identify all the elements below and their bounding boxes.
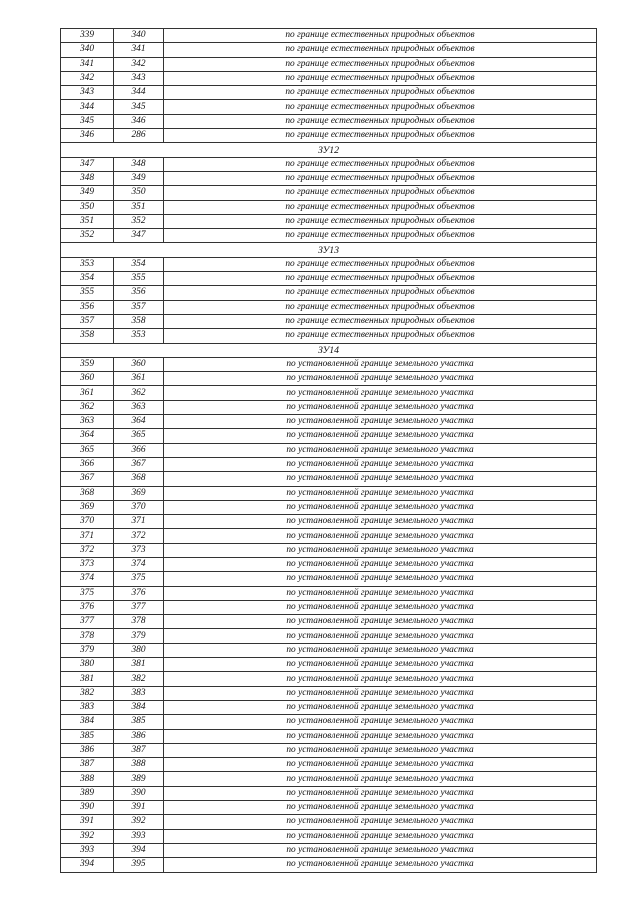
point-from-cell: 351	[61, 214, 114, 228]
point-to-cell: 372	[114, 529, 164, 543]
table-row	[61, 300, 597, 314]
table-row	[61, 386, 597, 400]
point-from-cell: 368	[61, 486, 114, 500]
boundary-description-cell: по установленной границе земельного участка	[164, 500, 597, 514]
boundary-description-cell: по установленной границе земельного участка	[164, 715, 597, 729]
point-from-cell: 376	[61, 600, 114, 614]
boundary-description-cell: по установленной границе земельного участка	[164, 557, 597, 571]
point-from-cell: 375	[61, 586, 114, 600]
point-from-cell: 347	[61, 157, 114, 171]
point-to-cell: 379	[114, 629, 164, 643]
boundary-description-cell: по установленной границе земельного участка	[164, 586, 597, 600]
point-from-cell: 390	[61, 801, 114, 815]
section-title: ЗУ13	[61, 243, 597, 257]
table-row	[61, 643, 597, 657]
point-from-cell: 342	[61, 71, 114, 85]
table-row	[61, 486, 597, 500]
point-to-cell: 349	[114, 171, 164, 185]
point-from-cell: 388	[61, 772, 114, 786]
table-row	[61, 658, 597, 672]
table-row	[61, 157, 597, 171]
boundary-description-cell: по установленной границе земельного участка	[164, 843, 597, 857]
table-row	[61, 171, 597, 185]
boundary-description-cell: по установленной границе земельного участка	[164, 357, 597, 371]
point-to-cell: 392	[114, 815, 164, 829]
table-row	[61, 100, 597, 114]
point-from-cell: 372	[61, 543, 114, 557]
point-from-cell: 366	[61, 457, 114, 471]
point-to-cell: 370	[114, 500, 164, 514]
point-from-cell: 348	[61, 171, 114, 185]
table-row	[61, 700, 597, 714]
point-to-cell: 350	[114, 186, 164, 200]
table-row	[61, 229, 597, 243]
table-row	[61, 629, 597, 643]
table-row	[61, 43, 597, 57]
boundary-description-cell: по установленной границе земельного участка	[164, 743, 597, 757]
table-row	[61, 557, 597, 571]
point-to-cell: 388	[114, 758, 164, 772]
table-row	[61, 715, 597, 729]
table-row	[61, 114, 597, 128]
point-from-cell: 360	[61, 372, 114, 386]
point-from-cell: 383	[61, 700, 114, 714]
point-from-cell: 340	[61, 43, 114, 57]
table-row	[61, 672, 597, 686]
point-to-cell: 353	[114, 329, 164, 343]
point-to-cell: 364	[114, 415, 164, 429]
point-from-cell: 355	[61, 286, 114, 300]
boundary-description-cell: по границе естественных природных объектов	[164, 100, 597, 114]
point-to-cell: 395	[114, 858, 164, 872]
point-to-cell: 351	[114, 200, 164, 214]
point-to-cell: 375	[114, 572, 164, 586]
boundary-description-cell: по установленной границе земельного участка	[164, 729, 597, 743]
boundary-description-cell: по границе естественных природных объектов	[164, 214, 597, 228]
point-to-cell: 393	[114, 829, 164, 843]
point-to-cell: 373	[114, 543, 164, 557]
point-to-cell: 367	[114, 457, 164, 471]
boundary-description-cell: по границе естественных природных объектов	[164, 157, 597, 171]
point-to-cell: 394	[114, 843, 164, 857]
section-title: ЗУ14	[61, 343, 597, 357]
boundary-description-cell: по установленной границе земельного участка	[164, 400, 597, 414]
point-to-cell: 385	[114, 715, 164, 729]
point-to-cell: 355	[114, 272, 164, 286]
boundary-description-cell: по установленной границе земельного участка	[164, 615, 597, 629]
point-from-cell: 394	[61, 858, 114, 872]
point-to-cell: 343	[114, 71, 164, 85]
point-from-cell: 349	[61, 186, 114, 200]
boundary-description-cell: по установленной границе земельного участка	[164, 386, 597, 400]
point-from-cell: 382	[61, 686, 114, 700]
boundary-description-cell: по установленной границе земельного участка	[164, 686, 597, 700]
point-from-cell: 369	[61, 500, 114, 514]
point-from-cell: 385	[61, 729, 114, 743]
point-to-cell: 361	[114, 372, 164, 386]
boundary-description-cell: по границе естественных природных объектов	[164, 329, 597, 343]
boundary-description-cell: по установленной границе земельного участка	[164, 572, 597, 586]
table-row	[61, 786, 597, 800]
point-from-cell: 370	[61, 515, 114, 529]
table-row	[61, 843, 597, 857]
point-from-cell: 359	[61, 357, 114, 371]
point-to-cell: 387	[114, 743, 164, 757]
point-to-cell: 286	[114, 129, 164, 143]
boundary-description-cell: по границе естественных природных объектов	[164, 71, 597, 85]
point-to-cell: 341	[114, 43, 164, 57]
table-row	[61, 314, 597, 328]
boundary-description-cell: по границе естественных природных объектов	[164, 272, 597, 286]
table-row	[61, 729, 597, 743]
point-from-cell: 371	[61, 529, 114, 543]
point-from-cell: 357	[61, 314, 114, 328]
point-from-cell: 341	[61, 57, 114, 71]
table-row	[61, 186, 597, 200]
point-to-cell: 386	[114, 729, 164, 743]
point-to-cell: 344	[114, 86, 164, 100]
point-from-cell: 364	[61, 429, 114, 443]
boundary-description-cell: по установленной границе земельного участка	[164, 815, 597, 829]
boundary-description-cell: по границе естественных природных объектов	[164, 314, 597, 328]
point-from-cell: 350	[61, 200, 114, 214]
point-from-cell: 389	[61, 786, 114, 800]
boundary-description-cell: по границе естественных природных объектов	[164, 186, 597, 200]
boundary-description-cell: по установленной границе земельного участка	[164, 529, 597, 543]
point-to-cell: 363	[114, 400, 164, 414]
point-from-cell: 380	[61, 658, 114, 672]
point-to-cell: 360	[114, 357, 164, 371]
boundary-table-body	[61, 29, 597, 873]
boundary-description-cell: по установленной границе земельного участка	[164, 829, 597, 843]
table-row	[61, 86, 597, 100]
point-from-cell: 362	[61, 400, 114, 414]
point-to-cell: 340	[114, 29, 164, 43]
point-to-cell: 362	[114, 386, 164, 400]
table-row	[61, 472, 597, 486]
boundary-description-cell: по границе естественных природных объектов	[164, 57, 597, 71]
table-row	[61, 443, 597, 457]
table-row	[61, 71, 597, 85]
table-row	[61, 772, 597, 786]
point-from-cell: 384	[61, 715, 114, 729]
point-to-cell: 358	[114, 314, 164, 328]
point-to-cell: 369	[114, 486, 164, 500]
point-to-cell: 389	[114, 772, 164, 786]
point-from-cell: 381	[61, 672, 114, 686]
table-row	[61, 858, 597, 872]
point-from-cell: 373	[61, 557, 114, 571]
boundary-description-cell: по установленной границе земельного участка	[164, 786, 597, 800]
point-to-cell: 391	[114, 801, 164, 815]
point-from-cell: 343	[61, 86, 114, 100]
table-row	[61, 686, 597, 700]
table-row	[61, 372, 597, 386]
point-to-cell: 380	[114, 643, 164, 657]
table-row	[61, 329, 597, 343]
point-from-cell: 354	[61, 272, 114, 286]
boundary-description-cell: по границе естественных природных объектов	[164, 286, 597, 300]
point-from-cell: 352	[61, 229, 114, 243]
document-page	[60, 28, 596, 873]
table-row	[61, 572, 597, 586]
boundary-description-cell: по установленной границе земельного участка	[164, 672, 597, 686]
point-to-cell: 374	[114, 557, 164, 571]
boundary-description-cell: по установленной границе земельного участка	[164, 658, 597, 672]
point-to-cell: 383	[114, 686, 164, 700]
point-to-cell: 346	[114, 114, 164, 128]
boundary-description-cell: по границе естественных природных объектов	[164, 229, 597, 243]
point-to-cell: 378	[114, 615, 164, 629]
table-row	[61, 400, 597, 414]
boundary-description-cell: по установленной границе земельного участка	[164, 643, 597, 657]
table-row	[61, 743, 597, 757]
point-from-cell: 363	[61, 415, 114, 429]
section-header-row	[61, 243, 597, 257]
point-to-cell: 368	[114, 472, 164, 486]
boundary-description-cell: по установленной границе земельного участка	[164, 801, 597, 815]
point-from-cell: 344	[61, 100, 114, 114]
table-row	[61, 286, 597, 300]
boundary-description-cell: по границе естественных природных объектов	[164, 29, 597, 43]
point-from-cell: 339	[61, 29, 114, 43]
boundary-description-cell: по установленной границе земельного участка	[164, 372, 597, 386]
point-from-cell: 392	[61, 829, 114, 843]
boundary-description-cell: по установленной границе земельного участка	[164, 600, 597, 614]
boundary-description-cell: по установленной границе земельного участка	[164, 629, 597, 643]
point-to-cell: 390	[114, 786, 164, 800]
table-row	[61, 272, 597, 286]
table-row	[61, 57, 597, 71]
table-row	[61, 586, 597, 600]
point-to-cell: 381	[114, 658, 164, 672]
point-to-cell: 352	[114, 214, 164, 228]
boundary-description-cell: по установленной границе земельного участка	[164, 443, 597, 457]
point-from-cell: 365	[61, 443, 114, 457]
boundary-description-cell: по установленной границе земельного участка	[164, 457, 597, 471]
point-from-cell: 378	[61, 629, 114, 643]
point-from-cell: 356	[61, 300, 114, 314]
table-row	[61, 457, 597, 471]
table-row	[61, 429, 597, 443]
table-row	[61, 543, 597, 557]
table-row	[61, 758, 597, 772]
point-to-cell: 356	[114, 286, 164, 300]
boundary-description-cell: по установленной границе земельного участка	[164, 515, 597, 529]
point-from-cell: 379	[61, 643, 114, 657]
point-to-cell: 377	[114, 600, 164, 614]
boundary-table	[60, 28, 597, 873]
boundary-description-cell: по границе естественных природных объектов	[164, 86, 597, 100]
boundary-description-cell: по установленной границе земельного участка	[164, 772, 597, 786]
point-to-cell: 354	[114, 257, 164, 271]
table-row	[61, 515, 597, 529]
table-row	[61, 214, 597, 228]
point-to-cell: 382	[114, 672, 164, 686]
table-row	[61, 200, 597, 214]
point-from-cell: 387	[61, 758, 114, 772]
point-from-cell: 393	[61, 843, 114, 857]
boundary-description-cell: по установленной границе земельного участка	[164, 858, 597, 872]
table-row	[61, 815, 597, 829]
boundary-description-cell: по границе естественных природных объектов	[164, 200, 597, 214]
point-to-cell: 342	[114, 57, 164, 71]
table-row	[61, 500, 597, 514]
point-to-cell: 347	[114, 229, 164, 243]
table-row	[61, 829, 597, 843]
point-from-cell: 377	[61, 615, 114, 629]
point-to-cell: 345	[114, 100, 164, 114]
point-from-cell: 361	[61, 386, 114, 400]
table-row	[61, 600, 597, 614]
section-title: ЗУ12	[61, 143, 597, 157]
boundary-description-cell: по границе естественных природных объектов	[164, 43, 597, 57]
table-row	[61, 257, 597, 271]
point-from-cell: 391	[61, 815, 114, 829]
boundary-description-cell: по установленной границе земельного участка	[164, 543, 597, 557]
boundary-description-cell: по установленной границе земельного участка	[164, 429, 597, 443]
boundary-description-cell: по границе естественных природных объектов	[164, 171, 597, 185]
boundary-description-cell: по границе естественных природных объектов	[164, 129, 597, 143]
table-row	[61, 357, 597, 371]
boundary-description-cell: по границе естественных природных объектов	[164, 257, 597, 271]
point-to-cell: 366	[114, 443, 164, 457]
point-to-cell: 384	[114, 700, 164, 714]
section-header-row	[61, 143, 597, 157]
point-from-cell: 374	[61, 572, 114, 586]
point-from-cell: 367	[61, 472, 114, 486]
point-to-cell: 365	[114, 429, 164, 443]
table-row	[61, 129, 597, 143]
point-from-cell: 358	[61, 329, 114, 343]
boundary-description-cell: по установленной границе земельного участка	[164, 415, 597, 429]
boundary-description-cell: по границе естественных природных объектов	[164, 300, 597, 314]
point-from-cell: 345	[61, 114, 114, 128]
point-to-cell: 348	[114, 157, 164, 171]
boundary-description-cell: по установленной границе земельного участка	[164, 486, 597, 500]
point-from-cell: 353	[61, 257, 114, 271]
point-from-cell: 386	[61, 743, 114, 757]
table-row	[61, 615, 597, 629]
table-row	[61, 801, 597, 815]
section-header-row	[61, 343, 597, 357]
table-row	[61, 529, 597, 543]
table-row	[61, 415, 597, 429]
boundary-description-cell: по границе естественных природных объектов	[164, 114, 597, 128]
boundary-description-cell: по установленной границе земельного участка	[164, 700, 597, 714]
point-to-cell: 371	[114, 515, 164, 529]
point-from-cell: 346	[61, 129, 114, 143]
table-row	[61, 29, 597, 43]
boundary-description-cell: по установленной границе земельного участка	[164, 758, 597, 772]
boundary-description-cell: по установленной границе земельного участка	[164, 472, 597, 486]
point-to-cell: 376	[114, 586, 164, 600]
point-to-cell: 357	[114, 300, 164, 314]
